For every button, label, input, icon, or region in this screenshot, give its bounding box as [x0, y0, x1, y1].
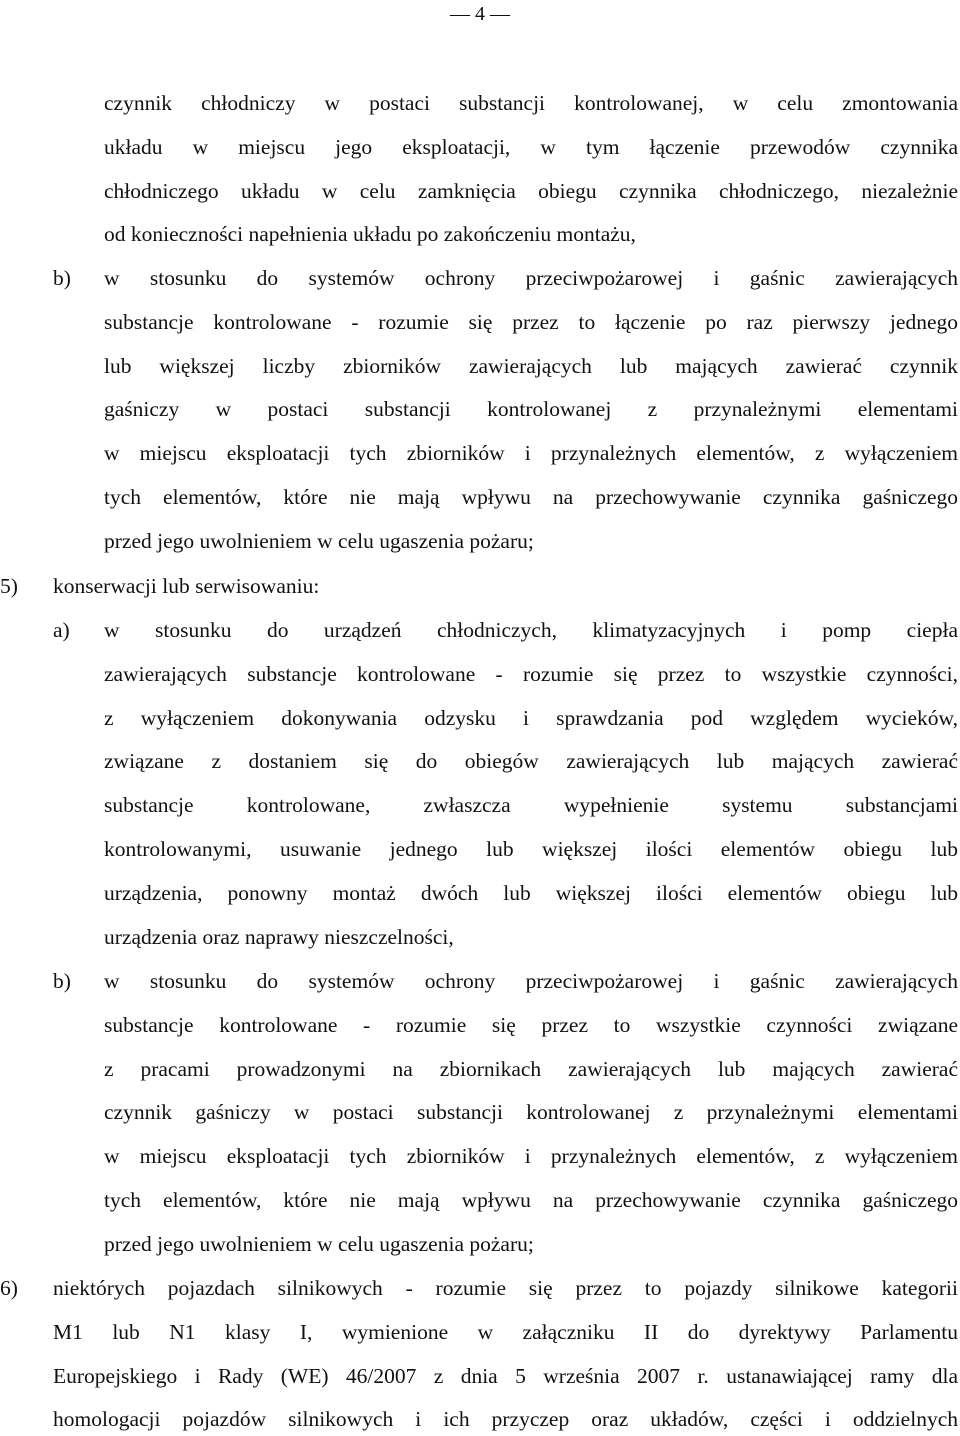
text-line: czynnik chłodniczy w postaci substancji kontrolowanej, w celu zmontowania — [104, 91, 958, 115]
text-line: urządzenia, ponowny montaż dwóch lub większej ilości elementów obiegu lub — [104, 880, 958, 905]
text-line: konserwacji lub serwisowaniu: — [53, 574, 320, 598]
text-line: w stosunku do urządzeń chłodniczych, klimatyzacyjnych i pomp ciepła — [104, 618, 958, 642]
text-line: z wyłączeniem dokonywania odzysku i sprawdzania pod względem wycieków, — [104, 705, 958, 730]
text-line: przed jego uwolnieniem w celu ugaszenia pożaru; — [104, 1231, 534, 1256]
text-line: układu w miejscu jego eksploatacji, w tym łączenie przewodów czynnika — [104, 134, 958, 159]
text-line: lub większej liczby zbiorników zawierających lub mających zawierać czynnik — [104, 353, 958, 378]
text-line: substancje kontrolowane - rozumie się przez to łączenie po raz pierwszy jednego — [104, 309, 958, 334]
text-line: zawierających substancje kontrolowane - rozumie się przez to wszystkie czynności, — [104, 661, 958, 686]
text-line: chłodniczego układu w celu zamknięcia obiegu czynnika chłodniczego, niezależnie — [104, 178, 958, 203]
text-line: gaśniczy w postaci substancji kontrolowanej z przynależnymi elementami — [104, 397, 958, 422]
text-line: Europejskiego i Rady (WE) 46/2007 z dnia 5 września 2007 r. ustanawiającej ramy dla — [53, 1363, 958, 1388]
text-line: M1 lub N1 klasy I, wymienione w załączniku II do dyrektywy Parlamentu — [53, 1319, 958, 1344]
text-line: homologacji pojazdów silnikowych i ich przyczep oraz układów, części i oddzielnych — [53, 1407, 958, 1432]
text-line: w miejscu eksploatacji tych zbiorników i przynależnych elementów, z wyłączeniem — [104, 441, 958, 466]
list-marker: 6) — [0, 1276, 18, 1300]
page-number: — 4 — — [450, 3, 510, 25]
text-line: urządzenia oraz naprawy nieszczelności, — [104, 924, 454, 949]
text-line: niektórych pojazdach silnikowych - rozumie się przez to pojazdy silnikowe kategorii — [53, 1276, 958, 1300]
text-line: w miejscu eksploatacji tych zbiorników i przynależnych elementów, z wyłączeniem — [104, 1144, 958, 1169]
list-marker: 5) — [0, 574, 18, 598]
text-line: przed jego uwolnieniem w celu ugaszenia pożaru; — [104, 528, 534, 553]
text-line: związane z dostaniem się do obiegów zawierających lub mających zawierać — [104, 749, 958, 774]
text-line: czynnik gaśniczy w postaci substancji kontrolowanej z przynależnymi elementami — [104, 1100, 958, 1125]
list-marker: a) — [53, 618, 70, 642]
text-line: w stosunku do systemów ochrony przeciwpożarowej i gaśnic zawierających — [104, 969, 958, 993]
text-line: tych elementów, które nie mają wpływu na przechowywanie czynnika gaśniczego — [104, 485, 958, 509]
text-line: od konieczności napełnienia układu po zakończeniu montażu, — [104, 222, 636, 247]
text-line: substancje kontrolowane - rozumie się przez to wszystkie czynności związane — [104, 1012, 958, 1037]
text-line: z pracami prowadzonymi na zbiornikach zawierających lub mających zawierać — [104, 1056, 958, 1081]
text-line: w stosunku do systemów ochrony przeciwpożarowej i gaśnic zawierających — [104, 266, 958, 290]
text-line: substancje kontrolowane, zwłaszcza wypełnienie systemu substancjami — [104, 793, 958, 818]
list-marker: b) — [53, 969, 71, 993]
text-line: kontrolowanymi, usuwanie jednego lub większej ilości elementów obiegu lub — [104, 837, 958, 861]
text-line: tych elementów, które nie mają wpływu na przechowywanie czynnika gaśniczego — [104, 1188, 958, 1212]
list-marker: b) — [53, 266, 71, 290]
